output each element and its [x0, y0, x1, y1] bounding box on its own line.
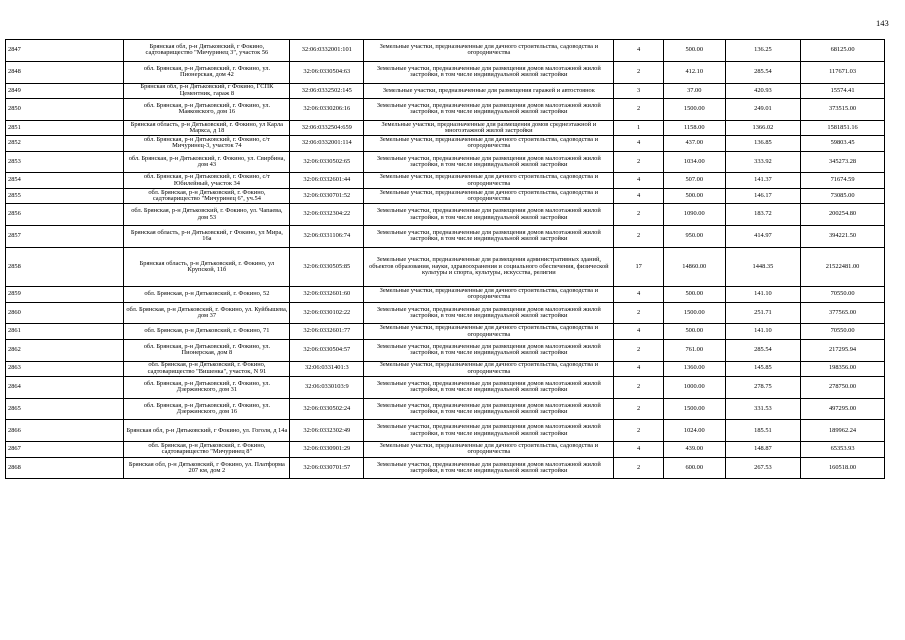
land-use-cell: Земельные участки, предназначенные для дачного строительства, садоводства и огородничества	[364, 287, 614, 302]
area-cell: 37.00	[663, 83, 725, 98]
table-body	[6, 40, 885, 479]
specific-value-cell: 141.37	[725, 173, 800, 188]
use-group-cell: 2	[614, 98, 663, 120]
land-use-cell: Земельные участки, предназначенные для размещения домов малоэтажной жилой застройки, в том числе индивидуальной жилой застройки	[364, 98, 614, 120]
specific-value-cell: 145.85	[725, 361, 800, 376]
cadastral-value-cell: 497295.00	[801, 398, 885, 420]
plot-number-cell: 2863	[6, 361, 124, 376]
plot-number-cell: 2862	[6, 339, 124, 361]
cadastral-value-cell: 59803.45	[801, 136, 885, 151]
specific-value-cell: 249.01	[725, 98, 800, 120]
address-cell: обл. Брянская, р-н Дятьковский, г. Фокино, ул. Дзержинского, дом 31	[124, 376, 290, 398]
area-cell: 500.00	[663, 324, 725, 339]
land-use-cell: Земельные участки, предназначенные для размещения домов среднеэтажной и многоэтажной жилой застройки	[364, 120, 614, 135]
area-cell: 1158.00	[663, 120, 725, 135]
specific-value-cell: 251.71	[725, 302, 800, 324]
table-row	[6, 40, 885, 62]
address-cell: обл. Брянская, р-н Дятьковский, г. Фокино, садтоварищество "Мичуринец 8"	[124, 442, 290, 457]
address-cell: обл. Брянская, р-н Дятьковский, г. Фокино, садтоварищество "Вишенка", участок, N 91	[124, 361, 290, 376]
specific-value-cell: 333.92	[725, 151, 800, 173]
address-cell: обл. Брянская, р-н Дятьковский, г. Фокино, с/т Юбилейный, участок 34	[124, 173, 290, 188]
table-row	[6, 225, 885, 247]
land-use-cell: Земельные участки, предназначенные для размещения домов малоэтажной жилой застройки, в том числе индивидуальной жилой застройки	[364, 151, 614, 173]
table-row	[6, 287, 885, 302]
address-cell: обл. Брянская, р-н Дятьковский, г. Фокино, ул. Маяковского, дом 16	[124, 98, 290, 120]
area-cell: 761.00	[663, 339, 725, 361]
plot-number-cell: 2855	[6, 188, 124, 203]
land-use-cell: Земельные участки, предназначенные для дачного строительства, садоводства и огородничества	[364, 442, 614, 457]
cadastral-number-cell: 32:06:0330206:16	[290, 98, 364, 120]
plot-number-cell: 2857	[6, 225, 124, 247]
table-row	[6, 442, 885, 457]
land-use-cell: Земельные участки, предназначенные для размещения домов малоэтажной жилой застройки, в том числе индивидуальной жилой застройки	[364, 61, 614, 83]
cadastral-number-cell: 32:06:0330505:85	[290, 247, 364, 286]
table-row	[6, 324, 885, 339]
cadastral-value-cell: 15574.41	[801, 83, 885, 98]
cadastral-value-cell: 160518.00	[801, 457, 885, 479]
land-use-cell: Земельные участки, предназначенные для дачного строительства, садоводства и огородничества	[364, 361, 614, 376]
cadastral-value-cell: 65353.93	[801, 442, 885, 457]
specific-value-cell: 136.25	[725, 40, 800, 62]
plot-number-cell: 2853	[6, 151, 124, 173]
cadastral-value-cell: 70550.00	[801, 324, 885, 339]
land-use-cell: Земельные участки, предназначенные для размещения домов малоэтажной жилой застройки, в том числе индивидуальной жилой застройки	[364, 457, 614, 479]
land-use-cell: Земельные участки, предназначенные для дачного строительства, садоводства и огородничества	[364, 40, 614, 62]
specific-value-cell: 1448.35	[725, 247, 800, 286]
area-cell: 1090.00	[663, 204, 725, 226]
area-cell: 1034.00	[663, 151, 725, 173]
cadastral-value-cell: 71674.59	[801, 173, 885, 188]
land-use-cell: Земельные участки, предназначенные для размещения домов малоэтажной жилой застройки, в том числе индивидуальной жилой застройки	[364, 225, 614, 247]
table-row	[6, 398, 885, 420]
area-cell: 500.00	[663, 287, 725, 302]
table-row	[6, 173, 885, 188]
area-cell: 14860.00	[663, 247, 725, 286]
land-plots-table	[5, 39, 885, 479]
address-cell: Брянская обл, р-н Дятьковский, г Фокино, ул. Гоголя, д 14а	[124, 420, 290, 442]
table-row	[6, 457, 885, 479]
address-cell: обл. Брянская, р-н Дятьковский, г. Фокино, садтоварищество "Мичуринец 6", уч.54	[124, 188, 290, 203]
plot-number-cell: 2861	[6, 324, 124, 339]
land-use-cell: Земельные участки, предназначенные для размещения домов малоэтажной жилой застройки, в том числе индивидуальной жилой застройки	[364, 302, 614, 324]
cadastral-number-cell: 32:06:0330502:65	[290, 151, 364, 173]
table-row	[6, 120, 885, 135]
land-use-cell: Земельные участки, предназначенные для размещения гаражей и автостоянок	[364, 83, 614, 98]
cadastral-number-cell: 32:06:0330701:57	[290, 457, 364, 479]
cadastral-value-cell: 198356.00	[801, 361, 885, 376]
table-row	[6, 136, 885, 151]
table-row	[6, 204, 885, 226]
land-use-cell: Земельные участки, предназначенные для размещения домов малоэтажной жилой застройки, в том числе индивидуальной жилой застройки	[364, 376, 614, 398]
address-cell: обл. Брянская, р-н Дятьковский, г. Фокино, ул. Пионерская, дом 8	[124, 339, 290, 361]
use-group-cell: 1	[614, 120, 663, 135]
address-cell: обл. Брянская, р-н Дятьковский, г. Фокино, ул. Дзержинского, дом 16	[124, 398, 290, 420]
cadastral-number-cell: 32:06:0332601:60	[290, 287, 364, 302]
area-cell: 950.00	[663, 225, 725, 247]
land-use-cell: Земельные участки, предназначенные для размещения домов малоэтажной жилой застройки, в том числе индивидуальной жилой застройки	[364, 204, 614, 226]
cadastral-value-cell: 278750.00	[801, 376, 885, 398]
cadastral-number-cell: 32:06:0330103:9	[290, 376, 364, 398]
area-cell: 500.00	[663, 40, 725, 62]
cadastral-value-cell: 21522481.00	[801, 247, 885, 286]
address-cell: обл. Брянская, р-н Дятьковский, г. Фокино, ул. Пионерская, дом 42	[124, 61, 290, 83]
use-group-cell: 2	[614, 61, 663, 83]
plot-number-cell: 2852	[6, 136, 124, 151]
specific-value-cell: 185.51	[725, 420, 800, 442]
table-row	[6, 376, 885, 398]
table-row	[6, 420, 885, 442]
cadastral-number-cell: 32:06:0332601:44	[290, 173, 364, 188]
use-group-cell: 4	[614, 40, 663, 62]
plot-number-cell: 2847	[6, 40, 124, 62]
cadastral-number-cell: 32:06:0330502:24	[290, 398, 364, 420]
address-cell: Брянская обл, р-н Дятьковский, г Фокино, садтоварищество "Мичуринец 3", участок 56	[124, 40, 290, 62]
address-cell: обл. Брянская, р-н Дятьковский, г. Фокино, ул. Куйбышева, дом 37	[124, 302, 290, 324]
cadastral-value-cell: 394221.50	[801, 225, 885, 247]
cadastral-value-cell: 345273.28	[801, 151, 885, 173]
plot-number-cell: 2859	[6, 287, 124, 302]
cadastral-value-cell: 200254.80	[801, 204, 885, 226]
plot-number-cell: 2860	[6, 302, 124, 324]
land-use-cell: Земельные участки, предназначенные для дачного строительства, садоводства и огородничества	[364, 136, 614, 151]
cadastral-number-cell: 32:06:0332001:101	[290, 40, 364, 62]
plot-number-cell: 2856	[6, 204, 124, 226]
plot-number-cell: 2854	[6, 173, 124, 188]
plot-number-cell: 2866	[6, 420, 124, 442]
area-cell: 437.00	[663, 136, 725, 151]
use-group-cell: 2	[614, 398, 663, 420]
address-cell: Брянская область, р-н Дятьковский, г Фокино, ул Мира, 16а	[124, 225, 290, 247]
specific-value-cell: 141.10	[725, 287, 800, 302]
cadastral-number-cell: 32:06:0332304:22	[290, 204, 364, 226]
area-cell: 1500.00	[663, 398, 725, 420]
specific-value-cell: 136.85	[725, 136, 800, 151]
use-group-cell: 2	[614, 339, 663, 361]
area-cell: 1000.00	[663, 376, 725, 398]
use-group-cell: 4	[614, 173, 663, 188]
cadastral-value-cell: 73085.00	[801, 188, 885, 203]
use-group-cell: 4	[614, 287, 663, 302]
specific-value-cell: 420.93	[725, 83, 800, 98]
specific-value-cell: 141.10	[725, 324, 800, 339]
specific-value-cell: 331.53	[725, 398, 800, 420]
area-cell: 412.10	[663, 61, 725, 83]
specific-value-cell: 146.17	[725, 188, 800, 203]
plot-number-cell: 2868	[6, 457, 124, 479]
cadastral-number-cell: 32:06:0331106:74	[290, 225, 364, 247]
cadastral-value-cell: 1581851.16	[801, 120, 885, 135]
address-cell: Брянская обл, р-н Дятьковский, г Фокино, ГСПК Цементник, гараж 8	[124, 83, 290, 98]
area-cell: 600.00	[663, 457, 725, 479]
land-use-cell: Земельные участки, предназначенные для размещения домов малоэтажной жилой застройки, в том числе индивидуальной жилой застройки	[364, 420, 614, 442]
page-number: 143	[876, 18, 889, 28]
table-row	[6, 61, 885, 83]
cadastral-number-cell: 32:06:0330701:52	[290, 188, 364, 203]
cadastral-number-cell: 32:06:0332502:145	[290, 83, 364, 98]
address-cell: Брянская область, р-н Дятьковский, г. Фокино, ул Крупской, 11б	[124, 247, 290, 286]
specific-value-cell: 285.54	[725, 61, 800, 83]
land-use-cell: Земельные участки, предназначенные для дачного строительства, садоводства и огородничества	[364, 324, 614, 339]
specific-value-cell: 285.54	[725, 339, 800, 361]
specific-value-cell: 183.72	[725, 204, 800, 226]
use-group-cell: 2	[614, 457, 663, 479]
plot-number-cell: 2850	[6, 98, 124, 120]
use-group-cell: 4	[614, 188, 663, 203]
specific-value-cell: 1366.02	[725, 120, 800, 135]
specific-value-cell: 278.75	[725, 376, 800, 398]
cadastral-number-cell: 32:06:0330901:29	[290, 442, 364, 457]
specific-value-cell: 414.97	[725, 225, 800, 247]
plot-number-cell: 2851	[6, 120, 124, 135]
table-row	[6, 83, 885, 98]
use-group-cell: 2	[614, 376, 663, 398]
cadastral-value-cell: 189962.24	[801, 420, 885, 442]
land-use-cell: Земельные участки, предназначенные для дачного строительства, садоводства и огородничества	[364, 173, 614, 188]
plot-number-cell: 2848	[6, 61, 124, 83]
plot-number-cell: 2864	[6, 376, 124, 398]
cadastral-value-cell: 70550.00	[801, 287, 885, 302]
cadastral-value-cell: 373515.00	[801, 98, 885, 120]
specific-value-cell: 148.87	[725, 442, 800, 457]
cadastral-number-cell: 32:06:0330504:57	[290, 339, 364, 361]
cadastral-value-cell: 117671.03	[801, 61, 885, 83]
cadastral-number-cell: 32:06:0332504:659	[290, 120, 364, 135]
specific-value-cell: 267.53	[725, 457, 800, 479]
cadastral-number-cell: 32:06:0331401:3	[290, 361, 364, 376]
plot-number-cell: 2865	[6, 398, 124, 420]
address-cell: обл. Брянская, р-н Дятьковский, г. Фокино, с/т Мичуринец-3, участок 74	[124, 136, 290, 151]
address-cell: Брянская обл, р-н Дятьковский, г Фокино, ул. Платформа 207 км, дом 2	[124, 457, 290, 479]
area-cell: 1360.00	[663, 361, 725, 376]
use-group-cell: 2	[614, 151, 663, 173]
use-group-cell: 17	[614, 247, 663, 286]
cadastral-number-cell: 32:06:0332601:77	[290, 324, 364, 339]
use-group-cell: 2	[614, 225, 663, 247]
area-cell: 1500.00	[663, 98, 725, 120]
table-row	[6, 98, 885, 120]
cadastral-number-cell: 32:06:0330102:22	[290, 302, 364, 324]
area-cell: 507.00	[663, 173, 725, 188]
address-cell: обл. Брянская, р-н Дятьковский, г. Фокино, 52	[124, 287, 290, 302]
land-use-cell: Земельные участки, предназначенные для дачного строительства, садоводства и огородничества	[364, 188, 614, 203]
plot-number-cell: 2867	[6, 442, 124, 457]
area-cell: 1500.00	[663, 302, 725, 324]
area-cell: 500.00	[663, 188, 725, 203]
cadastral-number-cell: 32:06:0332302:49	[290, 420, 364, 442]
plot-number-cell: 2849	[6, 83, 124, 98]
address-cell: обл. Брянская, р-н Дятьковский, г. Фокино, ул. Свирбина, дом 43	[124, 151, 290, 173]
use-group-cell: 4	[614, 324, 663, 339]
plot-number-cell: 2858	[6, 247, 124, 286]
use-group-cell: 4	[614, 136, 663, 151]
area-cell: 1024.00	[663, 420, 725, 442]
use-group-cell: 3	[614, 83, 663, 98]
area-cell: 439.00	[663, 442, 725, 457]
address-cell: обл. Брянская, р-н Дятьковский, г. Фокино, ул. Чапаева, дом 53	[124, 204, 290, 226]
table-row	[6, 302, 885, 324]
address-cell: обл. Брянская, р-н Дятьковский, г. Фокино, 71	[124, 324, 290, 339]
table-row	[6, 188, 885, 203]
cadastral-number-cell: 32:06:0330504:63	[290, 61, 364, 83]
cadastral-value-cell: 217295.94	[801, 339, 885, 361]
use-group-cell: 2	[614, 420, 663, 442]
cadastral-value-cell: 68125.00	[801, 40, 885, 62]
cadastral-number-cell: 32:06:0332001:114	[290, 136, 364, 151]
cadastral-value-cell: 377565.00	[801, 302, 885, 324]
use-group-cell: 4	[614, 361, 663, 376]
land-use-cell: Земельные участки, предназначенные для размещения домов малоэтажной жилой застройки, в том числе индивидуальной жилой застройки	[364, 398, 614, 420]
land-use-cell: Земельные участки, предназначенные для размещения домов малоэтажной жилой застройки, в том числе индивидуальной жилой застройки	[364, 339, 614, 361]
use-group-cell: 2	[614, 302, 663, 324]
table-row	[6, 151, 885, 173]
address-cell: Брянская область, р-н Дятьковский, г. Фокино, ул Карла Маркса, д 18	[124, 120, 290, 135]
table-row	[6, 339, 885, 361]
use-group-cell: 2	[614, 204, 663, 226]
land-use-cell: Земельные участки, предназначенные для размещения административных зданий, объектов образования, науки, здравоохранения и социального обеспечения, физической культуры и спорта, культуры, искусства, религии	[364, 247, 614, 286]
table-row	[6, 247, 885, 286]
use-group-cell: 4	[614, 442, 663, 457]
table-row	[6, 361, 885, 376]
